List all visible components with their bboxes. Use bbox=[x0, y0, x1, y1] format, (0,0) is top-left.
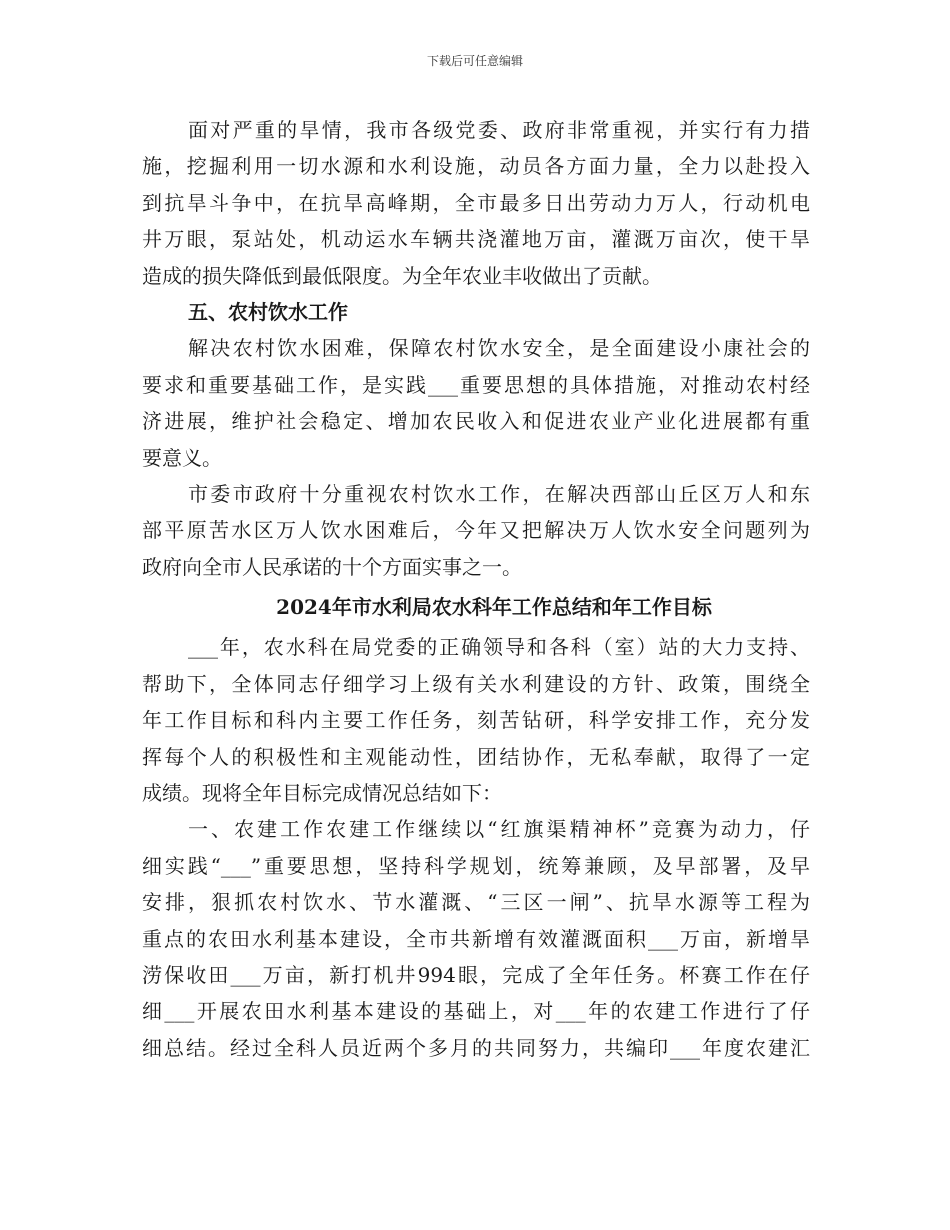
page-header: 下载后可任意编辑 bbox=[426, 54, 523, 68]
text-line: 帮助下，全体同志仔细学习上级有关水利建设的方针、政策，围绕全 bbox=[142, 671, 810, 696]
paragraph-introduction bbox=[142, 629, 810, 811]
paragraph-rural-water bbox=[142, 330, 810, 476]
text-line: 到抗旱斗争中，在抗旱高峰期，全市最多日出劳动力万人，行动机电 bbox=[142, 190, 810, 215]
text-line: 造成的损失降低到最低限度。为全年农业丰收做出了贡献。 bbox=[142, 263, 662, 288]
paragraph-drought-response bbox=[142, 112, 810, 294]
text-line: 重点的农田水利基本建设，全市共新增有效灌溉面积___万亩，新增旱 bbox=[142, 926, 810, 951]
text-line: 面对严重的旱情，我市各级党委、政府非常重视，并实行有力措 bbox=[188, 118, 810, 142]
text-line: 年工作目标和科内主要工作任务，刻苦钻研，科学安排工作，充分发 bbox=[142, 708, 810, 733]
text-line: 施，挖掘利用一切水源和水利设施，动员各方面力量，全力以赴投入 bbox=[142, 154, 810, 179]
text-line: 要意义。 bbox=[142, 445, 222, 470]
text-line: 安排，狠抓农村饮水、节水灌溉、“三区一闸”、抗旱水源等工程为 bbox=[142, 890, 810, 915]
text-line: 细___开展农田水利基本建设的基础上，对___年的农建工作进行了仔 bbox=[142, 999, 810, 1024]
text-line: 挥每个人的积极性和主观能动性，团结协作，无私奉献，取得了一定 bbox=[142, 744, 810, 769]
text-line: 政府向全市人民承诺的十个方面实事之一。 bbox=[142, 554, 522, 579]
text-line: 细总结。经过全科人员近两个多月的共同努力，共编印___年度农建汇 bbox=[142, 1035, 810, 1060]
article-title: 2024年市水利局农水科年工作总结和年工作目标 bbox=[276, 595, 712, 620]
text-line: 细实践“___”重要思想，坚持科学规划，统筹兼顾，及早部署，及早 bbox=[142, 853, 810, 878]
section-heading: 五、农村饮水工作 bbox=[188, 299, 348, 324]
text-line: 解决农村饮水困难，保障农村饮水安全，是全面建设小康社会的 bbox=[188, 336, 810, 361]
text-line: 井万眼，泵站处，机动运水车辆共浇灌地万亩，灌溉万亩次，使干旱 bbox=[142, 227, 810, 252]
text-line: 济进展，维护社会稳定、增加农民收入和促进农业产业化进展都有重 bbox=[142, 409, 810, 434]
paragraph-farmland-construction bbox=[142, 811, 810, 1066]
text-line: 要求和重要基础工作，是实践___重要思想的具体措施，对推动农村经 bbox=[142, 372, 810, 397]
paragraph-government-commitment bbox=[142, 476, 810, 585]
text-line: 部平原苦水区万人饮水困难后，今年又把解决万人饮水安全问题列为 bbox=[142, 518, 810, 543]
text-line: 成绩。现将全年目标完成情况总结如下： bbox=[142, 781, 502, 806]
text-line: ___年，农水科在局党委的正确领导和各科（室）站的大力支持、 bbox=[188, 635, 810, 660]
text-line: 涝保收田___万亩，新打机井994眼，完成了全年任务。杯赛工作在仔 bbox=[142, 962, 810, 987]
document-body bbox=[142, 112, 810, 1066]
text-line: 市委市政府十分重视农村饮水工作，在解决西部山丘区万人和东 bbox=[188, 481, 810, 506]
text-line: 一、农建工作农建工作继续以“红旗渠精神杯”竞赛为动力，仔 bbox=[188, 817, 810, 842]
